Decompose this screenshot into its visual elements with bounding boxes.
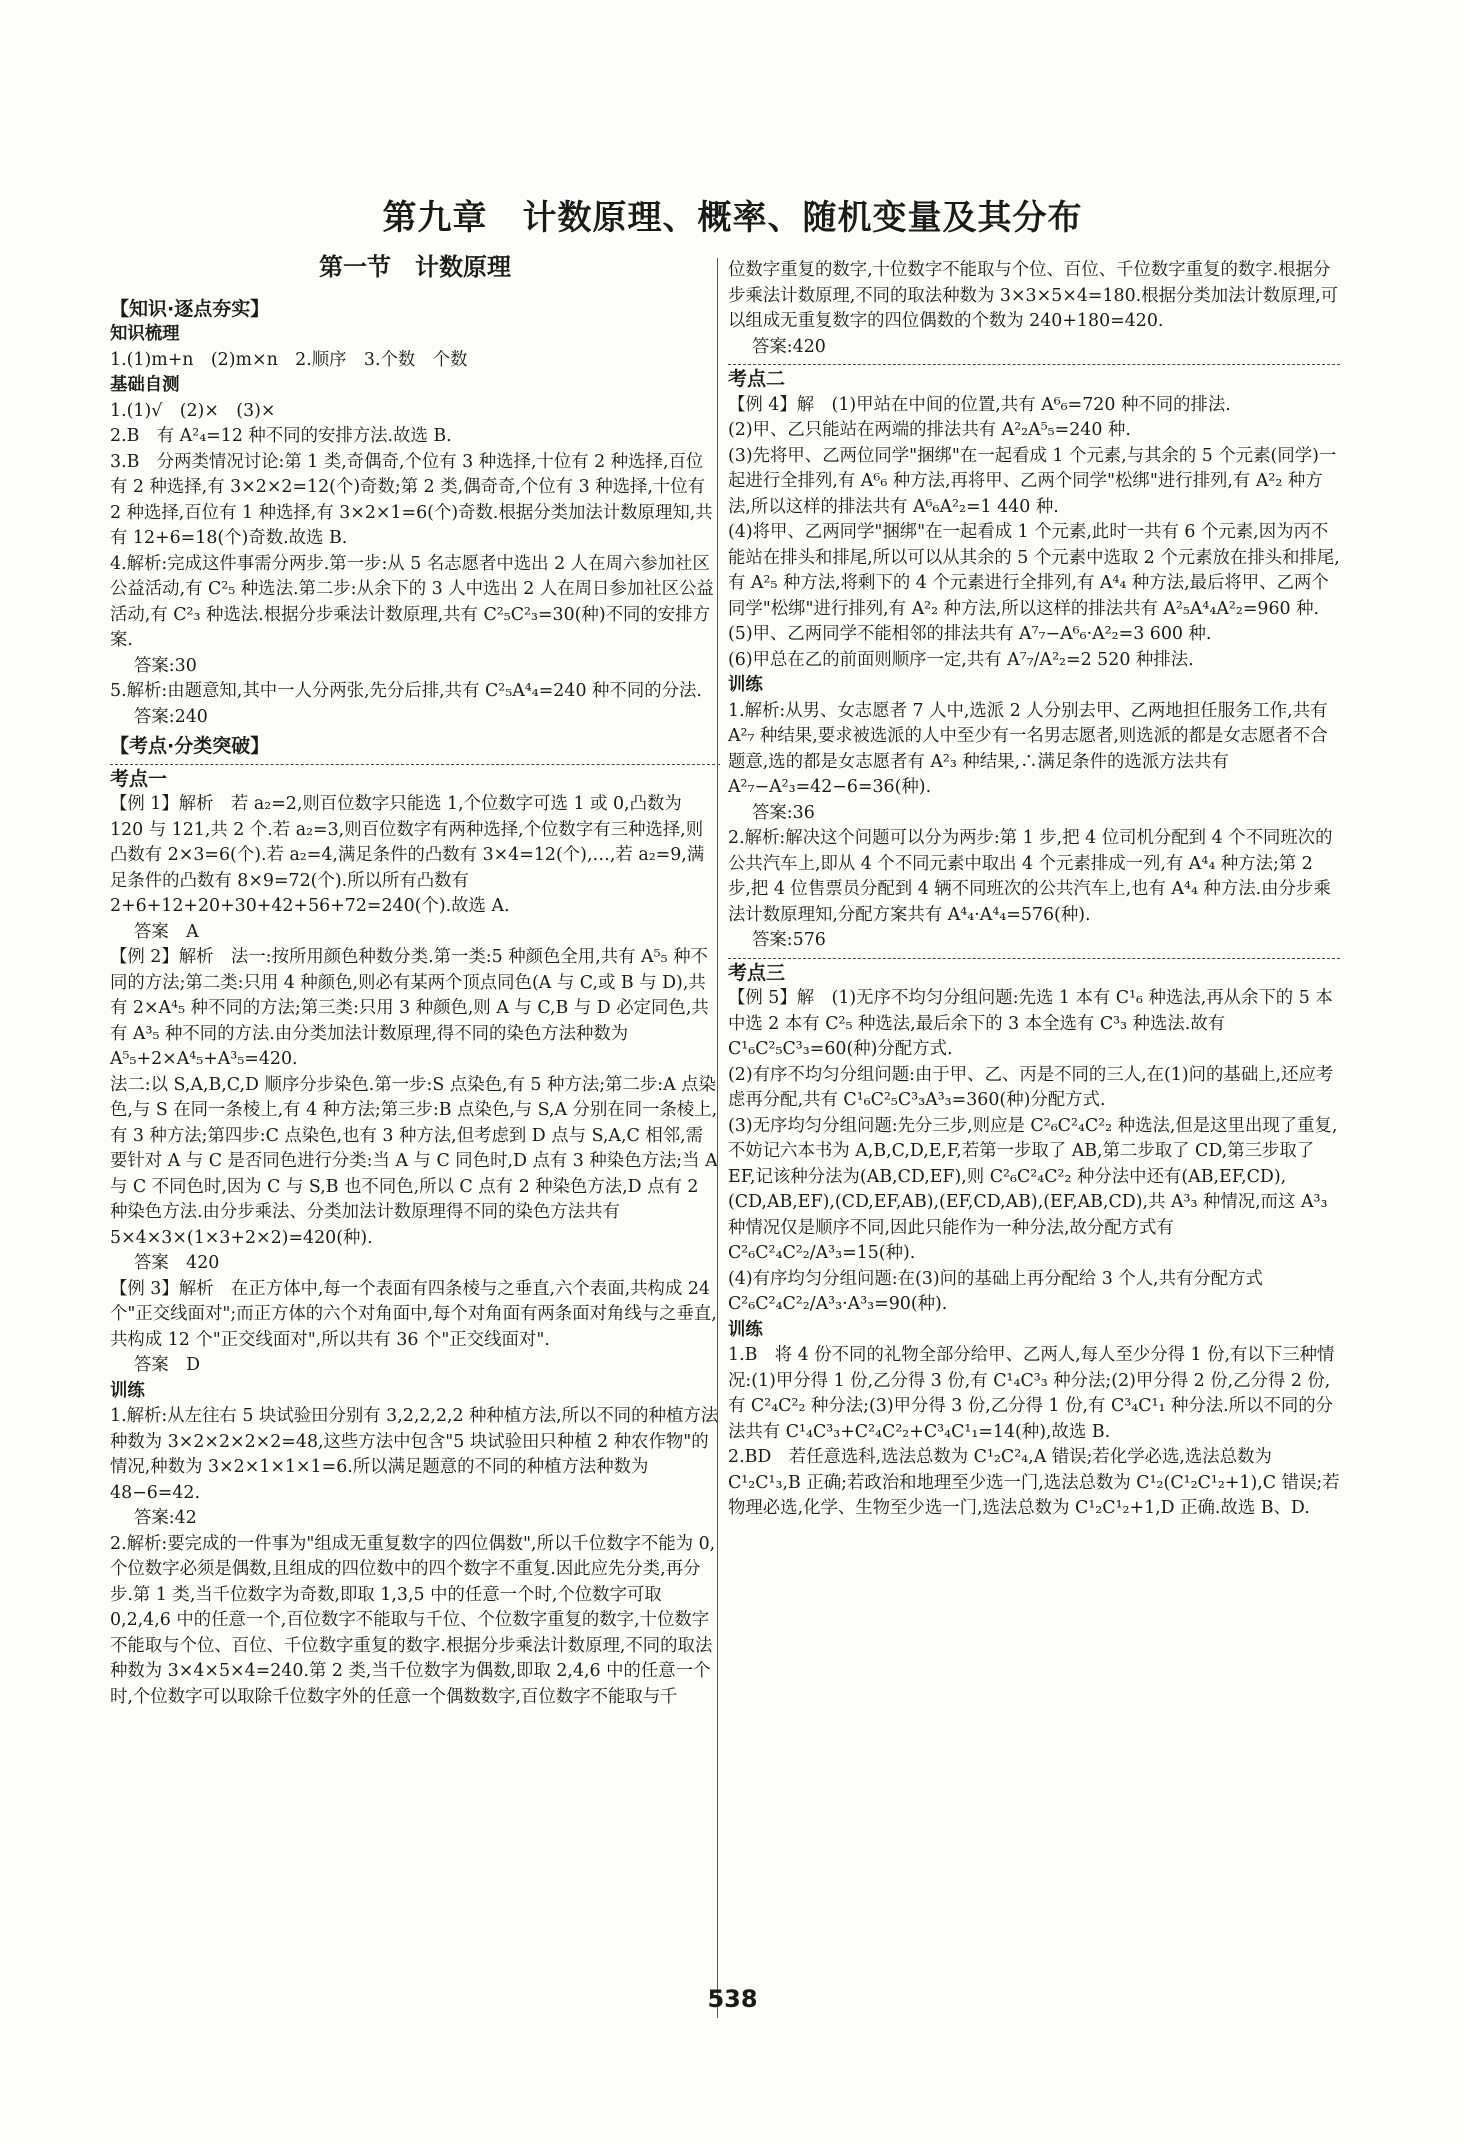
answer-line: 4.解析:完成这件事需分两步.第一步:从 5 名志愿者中选出 2 人在周六参加社区公益活动,有 C²₅ 种选法.第二步:从余下的 3 人中选出 2 人在周日参加社区公益活动,有 C²₃ 种选法.根据分步乘法计数原理,共有 C²₅C²₃=30(种)不同的安排方案. <box>110 553 714 650</box>
continued-text: 位数字重复的数字,十位数字不能取与个位、百位、千位数字重复的数字.根据分步乘法计数原理,不同的取法种数为 3×3×5×4=180.根据分类加法计数原理,可以组成无重复数字的四位偶数的个数为 240+180=420. <box>728 260 1339 331</box>
example-text: 【例 1】解析 若 a₂=2,则百位数字只能选 1,个位数字可选 1 或 0,凸数为 120 与 121,共 2 个.若 a₂=3,则百位数字有两种选择,个位数字有三种选择,则凸数有 2×3=6(个).若 a₂=4,满足条件的凸数有 3×4=12(个),…,若 a₂=9,满足条件的凸数有 8×9=72(个).所以所有凸数有 2+6+12+20+30+42+56+72=240(个).故选 A. <box>110 794 705 916</box>
self-test-heading: 基础自测 <box>110 375 180 395</box>
example-text: (3)先将甲、乙两位同学"捆绑"在一起看成 1 个元素,与其余的 5 个元素(同学)一起进行全排列,有 A⁶₆ 种方法,再将甲、乙两个同学"松绑"进行排列,有 A²₂ 种方法,所以这样的排法共有 A⁶₆A²₂=1 440 种. <box>728 445 1337 517</box>
knowledge-header: 【知识·逐点夯实】 <box>110 297 270 320</box>
training-text: 1.解析:从左往右 5 块试验田分别有 3,2,2,2,2 种种植方法,所以不同的种植方法种数为 3×2×2×2×2=48,这些方法中包含"5 块试验田只种植 2 种农作物"的情况,种数为 3×2×1×1×1=6.所以满足题意的不同的种植方法种数为 48−6=42. <box>110 1406 719 1503</box>
training-text: 2.解析:要完成的一件事为"组成无重复数字的四位偶数",所以千位数字不能为 0,个位数字必须是偶数,且组成的四位数中的四个数字不重复.因此应先分类,再分步.第 1 类,当千位数字为奇数,即取 1,3,5 中的任意一个时,个位数字可取 0,2,4,6 中的任意一个,百位数字不能取与千位、个位数字重复的数字,十位数字不能取与个位、百位、千位数字重复的数字.根据分步乘法计数原理,不同的取法种数为 3×4×5×4=240.第 2 类,当千位数字为偶数,即取 2,4,6 中的任意一个时,个位数字可以取除千位数字外的任意一个偶数数字,百位数字不能取与千 <box>110 1533 716 1707</box>
kaodian-heading: 考点二 <box>728 364 1340 393</box>
training-text: 1.解析:从男、女志愿者 7 人中,选派 2 人分别去甲、乙两地担任服务工作,共有 A²₇ 种结果,要求被选派的人中至少有一名男志愿者,则选派的都是女志愿者不合题意,选的都是女志愿者有 A²₃ 种结果,∴满足条件的选派方法共有 A²₇−A²₃=42−6=36(种). <box>728 700 1328 797</box>
knowledge-summary-heading: 知识梳理 <box>110 324 180 344</box>
answer-value: 答案 420 <box>134 1253 220 1273</box>
answer-line: 1.(1)√ (2)× (3)× <box>110 400 276 421</box>
answer-value: 答案:36 <box>752 802 815 823</box>
answer-value: 答案:576 <box>752 930 826 950</box>
answer-line: 2.B 有 A²₄=12 种不同的安排方法.故选 B. <box>110 426 452 446</box>
training-text: 2.解析:解决这个问题可以分为两步:第 1 步,把 4 位司机分配到 4 个不同班次的公共汽车上,即从 4 个不同元素中取出 4 个元素排成一列,有 A⁴₄ 种方法;第 2 步,把 4 位售票员分配到 4 辆不同班次的公共汽车上,也有 A⁴₄ 种方法.由分步乘法计数原理知,分配方案共有 A⁴₄·A⁴₄=576(种). <box>728 828 1333 925</box>
page-number: 538 <box>707 1985 758 2013</box>
training-heading: 训练 <box>728 675 763 695</box>
column-divider <box>717 258 718 2018</box>
example-text: (2)甲、乙只能站在两端的排法共有 A²₂A⁵₅=240 种. <box>728 420 1131 440</box>
answer-value: 答案 A <box>134 921 199 942</box>
answer-value: 答案:30 <box>134 655 197 676</box>
training-text: 1.B 将 4 份不同的礼物全部分给甲、乙两人,每人至少分得 1 份,有以下三种情况:(1)甲分得 1 份,乙分得 3 份,有 C¹₄C³₃ 种分法;(2)甲分得 2 份,乙分得 2 份,有 C²₄C²₂ 种分法;(3)甲分得 3 份,乙分得 1 份,有 C³₄C¹₁ 种分法.所以不同的分法共有 C¹₄C³₃+C²₄C²₂+C³₄C¹₁=14(种),故选 B. <box>728 1345 1335 1442</box>
section-title: 第一节 计数原理 <box>319 253 511 281</box>
example-text: 【例 3】解析 在正方体中,每一个表面有四条棱与之垂直,六个表面,共构成 24 个"正交线面对";而正方体的六个对角面中,每个对角面有两条面对角线与之垂直,共构成 12 个"正交线面对",所以共有 36 个"正交线面对". <box>110 1278 717 1350</box>
answer-line: 1.(1)m+n (2)m×n 2.顺序 3.个数 个数 <box>110 349 468 370</box>
answer-value: 答案:42 <box>134 1508 197 1528</box>
example-text: 法二:以 S,A,B,C,D 顺序分步染色.第一步:S 点染色,有 5 种方法;第二步:A 点染色,与 S 在同一条棱上,有 4 种方法;第三步:B 点染色,与 S,A 分别在同一条棱上,有 3 种方法;第四步:C 点染色,也有 3 种方法,但考虑到 D 点与 S,A,C 相邻,需要针对 A 与 C 是否同色进行分类:当 A 与 C 同色时,D 点有 3 种染色方法;当 A 与 C 不同色时,因为 C 与 S,B 也不同色,所以 C 点有 2 种染色方法,D 点有 2 种染色方法.由分步乘法、分类加法计数原理得不同的染色方法共有 5×4×3×(1×3+2×2)=420(种). <box>110 1074 718 1248</box>
kaodian-heading: 考点三 <box>728 958 1340 987</box>
chapter-title: 第九章 计数原理、概率、随机变量及其分布 <box>382 198 1083 238</box>
answer-line: 3.B 分两类情况讨论:第 1 类,奇偶奇,个位有 3 种选择,十位有 2 种选择,百位有 2 种选择,有 3×2×2=12(个)奇数;第 2 类,偶奇奇,个位有 3 种选择,十位有 2 种选择,百位有 1 种选择,有 3×2×1=6(个)奇数.根据分类加法计数原理知,共有 12+6=18(个)奇数.故选 B. <box>110 451 713 548</box>
example-text: (2)有序不均匀分组问题:由于甲、乙、丙是不同的三人,在(1)问的基础上,还应考虑再分配,共有 C¹₆C²₅C³₃A³₃=360(种)分配方式. <box>728 1064 1334 1110</box>
example-text: (4)将甲、乙两同学"捆绑"在一起看成 1 个元素,此时一共有 6 个元素,因为丙不能站在排头和排尾,所以可以从其余的 5 个元素中选取 2 个元素放在排头和排尾,有 A²₅ 种方法,将剩下的 4 个元素进行全排列,有 A⁴₄ 种方法,最后将甲、乙两个同学"松绑"进行排列,有 A²₂ 种方法,所以这样的排法共有 A²₅A⁴₄A²₂=960 种. <box>728 522 1340 619</box>
answer-value: 答案:420 <box>752 336 826 357</box>
right-column <box>728 258 1340 1522</box>
answer-value: 答案 D <box>134 1355 201 1375</box>
example-text: (4)有序均匀分组问题:在(3)问的基础上再分配给 3 个人,共有分配方式 C²₆C²₄C²₂/A³₃·A³₃=90(种). <box>728 1268 1263 1314</box>
example-text: 【例 4】解 (1)甲站在中间的位置,共有 A⁶₆=720 种不同的排法. <box>728 394 1231 415</box>
example-text: 【例 5】解 (1)无序不均匀分组问题:先选 1 本有 C¹₆ 种选法,再从余下的 5 本中选 2 本有 C²₅ 种选法,最后余下的 3 本全选有 C³₃ 种选法.故有 C¹₆C²₅C³₃=60(种)分配方式. <box>728 988 1333 1059</box>
example-text: (3)无序均匀分组问题:先分三步,则应是 C²₆C²₄C²₂ 种选法,但是这里出现了重复,不妨记六本书为 A,B,C,D,E,F,若第一步取了 AB,第二步取了 CD,第三步取了 EF,记该种分法为(AB,CD,EF),则 C²₆C²₄C²₂ 种分法中还有(AB,EF,CD),(CD,AB,EF),(CD,EF,AB),(EF,CD,AB),(EF,AB,CD),共 A³₃ 种情况,而这 A³₃ 种情况仅是顺序不同,因此只能作为一种分法,故分配方式有 C²₆C²₄C²₂/A³₃=15(种). <box>728 1115 1338 1263</box>
training-heading: 训练 <box>110 1380 145 1401</box>
answer-line: 5.解析:由题意知,其中一人分两张,先分后排,共有 C²₅A⁴₄=240 种不同的分法. <box>110 681 702 701</box>
example-text: 【例 2】解析 法一:按所用颜色种数分类.第一类:5 种颜色全用,共有 A⁵₅ 种不同的方法;第二类:只用 4 种颜色,则必有某两个顶点同色(A 与 C,或 B 与 D),共有 2×A⁴₅ 种不同的方法;第三类:只用 3 种颜色,则 A 与 C,B 与 D 必定同色,共有 A³₅ 种不同的方法.由分类加法计数原理,得不同的染色方法种数为 A⁵₅+2×A⁴₅+A³₅=420. <box>110 947 709 1069</box>
kaodian-heading: 考点一 <box>110 764 720 793</box>
breakthrough-header: 【考点·分类突破】 <box>110 735 270 757</box>
left-column <box>110 255 720 1710</box>
training-heading: 训练 <box>728 1319 763 1340</box>
training-text: 2.BD 若任意选科,选法总数为 C¹₂C²₄,A 错误;若化学必选,选法总数为 C¹₂C¹₃,B 正确;若政治和地理至少选一门,选法总数为 C¹₂(C¹₂C¹₂+1),C 错误;若物理必选,化学、生物至少选一门,选法总数为 C¹₂C¹₂+1,D 正确.故选 B、D. <box>728 1447 1340 1518</box>
example-text: (5)甲、乙两同学不能相邻的排法共有 A⁷₇−A⁶₆·A²₂=3 600 种. <box>728 624 1212 644</box>
example-text: (6)甲总在乙的前面则顺序一定,共有 A⁷₇/A²₂=2 520 种排法. <box>728 649 1194 670</box>
answer-value: 答案:240 <box>134 706 208 727</box>
